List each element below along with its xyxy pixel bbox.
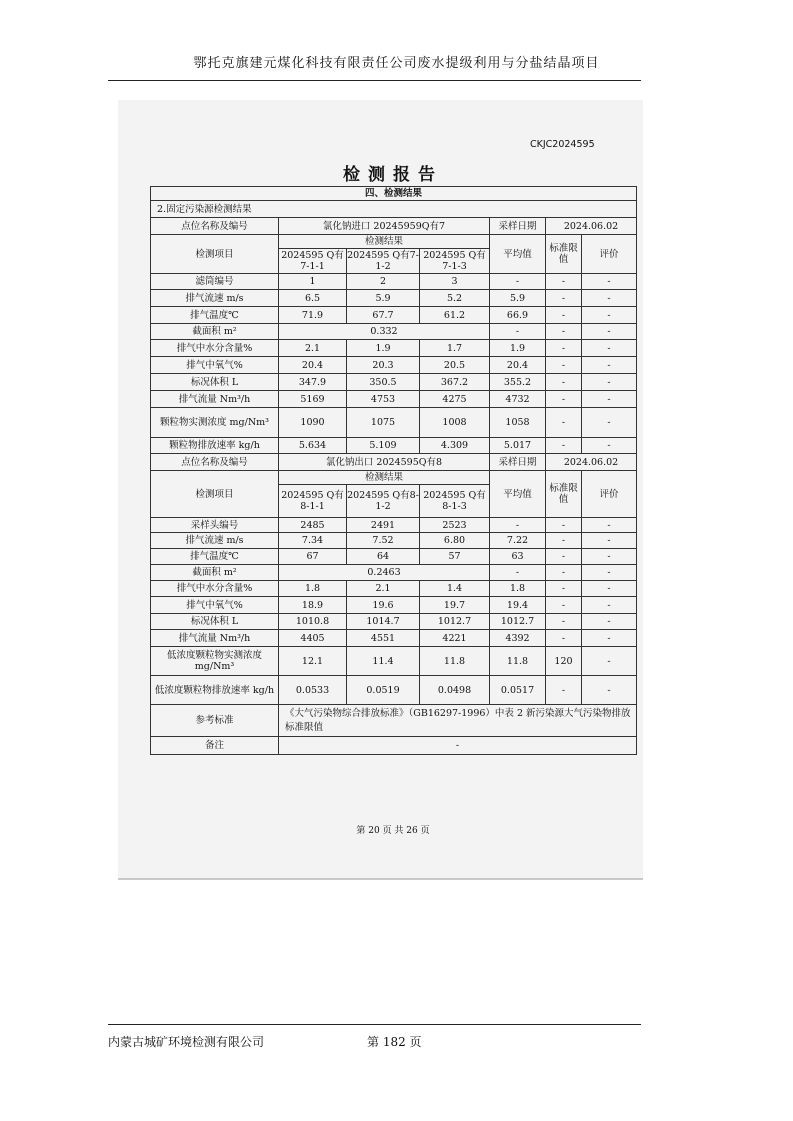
inlet-sample-id: 2024595 Q有7-1-3: [420, 249, 490, 274]
table-row: [151, 630, 637, 647]
row-standard-limit: -: [546, 290, 582, 307]
row-average: 5.017: [490, 438, 546, 454]
outlet-sample-id: 2024595 Q有8-1-1: [279, 485, 347, 518]
row-evaluation: -: [582, 290, 637, 307]
table-row: [151, 340, 637, 357]
row-item-label: 排气流量 Nm³/h: [151, 391, 279, 408]
row-item-label: 排气温度℃: [151, 549, 279, 565]
row-item-label: 采样头编号: [151, 518, 279, 533]
outlet-avg-header: 平均值: [490, 471, 546, 518]
row-value: 20.5: [420, 357, 490, 374]
row-value: 57: [420, 549, 490, 565]
row-merged-value: 0.332: [279, 324, 490, 340]
row-evaluation: -: [582, 565, 637, 581]
row-standard-limit: -: [546, 676, 582, 705]
inlet-header-row: [151, 235, 637, 249]
row-average: 19.4: [490, 597, 546, 614]
row-value: 71.9: [279, 307, 347, 324]
row-value: 5.634: [279, 438, 347, 454]
row-value: 19.6: [347, 597, 420, 614]
report-code: CKJC2024595: [530, 139, 595, 150]
row-standard-limit: -: [546, 518, 582, 533]
row-standard-limit: -: [546, 549, 582, 565]
row-evaluation: -: [582, 408, 637, 438]
row-value: 1.9: [347, 340, 420, 357]
row-value: 67: [279, 549, 347, 565]
row-value: 5.2: [420, 290, 490, 307]
row-evaluation: -: [582, 391, 637, 408]
footer-page-number: 第 182 页: [367, 1035, 422, 1049]
row-evaluation: -: [582, 533, 637, 549]
row-standard-limit: -: [546, 324, 582, 340]
row-average: 355.2: [490, 374, 546, 391]
row-item-label: 颗粒物排放速率 kg/h: [151, 438, 279, 454]
inlet-avg-header: 平均值: [490, 235, 546, 274]
report-page-number: 第 20 页 共 26 页: [356, 826, 430, 836]
row-value: 11.8: [420, 647, 490, 676]
row-item-label: 截面积 m²: [151, 324, 279, 340]
row-standard-limit: -: [546, 597, 582, 614]
row-value: 6.5: [279, 290, 347, 307]
row-value: 2485: [279, 518, 347, 533]
row-value: 20.3: [347, 357, 420, 374]
row-average: 11.8: [490, 647, 546, 676]
row-value: 2: [347, 274, 420, 290]
remarks-label: 备注: [151, 737, 279, 755]
row-evaluation: -: [582, 340, 637, 357]
row-evaluation: -: [582, 549, 637, 565]
row-value: 1014.7: [347, 614, 420, 630]
row-average: -: [490, 324, 546, 340]
row-evaluation: -: [582, 581, 637, 597]
row-item-label: 颗粒物实测浓度 mg/Nm³: [151, 408, 279, 438]
row-value: 0.0533: [279, 676, 347, 705]
table-row: [151, 290, 637, 307]
row-value: 6.80: [420, 533, 490, 549]
row-evaluation: -: [582, 518, 637, 533]
row-value: 1075: [347, 408, 420, 438]
row-standard-limit: -: [546, 391, 582, 408]
row-value: 1.7: [420, 340, 490, 357]
row-standard-limit: -: [546, 374, 582, 391]
inlet-results-header: 检测结果: [279, 235, 490, 249]
table-row: [151, 614, 637, 630]
table-row: [151, 647, 637, 676]
row-standard-limit: -: [546, 581, 582, 597]
inlet-date-label: 采样日期: [490, 218, 546, 235]
table-row: [151, 549, 637, 565]
table-row: [151, 533, 637, 549]
row-merged-value: 0.2463: [279, 565, 490, 581]
report-title: 检测报告: [343, 165, 443, 185]
row-value: 3: [420, 274, 490, 290]
outlet-date-value: 2024.06.02: [546, 454, 637, 471]
table-row: [151, 581, 637, 597]
row-item-label: 标况体积 L: [151, 374, 279, 391]
row-value: 1090: [279, 408, 347, 438]
row-standard-limit: -: [546, 357, 582, 374]
row-value: 5169: [279, 391, 347, 408]
table-row: [151, 518, 637, 533]
section-title: 四、检测结果: [151, 187, 637, 201]
outlet-point-label: 点位名称及编号: [151, 454, 279, 471]
reference-row: [151, 705, 637, 737]
row-value: 4753: [347, 391, 420, 408]
row-value: 5.109: [347, 438, 420, 454]
row-evaluation: -: [582, 324, 637, 340]
row-value: 347.9: [279, 374, 347, 391]
row-value: 0.0498: [420, 676, 490, 705]
row-average: 4392: [490, 630, 546, 647]
row-item-label: 排气中氧气%: [151, 357, 279, 374]
remarks-value: -: [279, 737, 637, 755]
results-table-body: [151, 187, 637, 755]
row-evaluation: -: [582, 647, 637, 676]
remarks-row: [151, 737, 637, 755]
row-evaluation: -: [582, 357, 637, 374]
inlet-limit-header: 标准限值: [546, 235, 582, 274]
row-average: 5.9: [490, 290, 546, 307]
outlet-point-value: 氯化钠出口 2024595Q有8: [279, 454, 490, 471]
inlet-point-row: [151, 218, 637, 235]
row-standard-limit: -: [546, 438, 582, 454]
row-value: 20.4: [279, 357, 347, 374]
row-item-label: 排气中水分含量%: [151, 340, 279, 357]
row-item-label: 标况体积 L: [151, 614, 279, 630]
row-standard-limit: -: [546, 614, 582, 630]
subsection-row: [151, 201, 637, 218]
inlet-point-label: 点位名称及编号: [151, 218, 279, 235]
row-average: 7.22: [490, 533, 546, 549]
row-value: 367.2: [420, 374, 490, 391]
row-evaluation: -: [582, 630, 637, 647]
row-value: 67.7: [347, 307, 420, 324]
row-value: 4405: [279, 630, 347, 647]
table-row: [151, 676, 637, 705]
row-item-label: 排气流量 Nm³/h: [151, 630, 279, 647]
row-item-label: 截面积 m²: [151, 565, 279, 581]
row-standard-limit: -: [546, 274, 582, 290]
inlet-eval-header: 评价: [582, 235, 637, 274]
table-row: [151, 274, 637, 290]
row-standard-limit: -: [546, 630, 582, 647]
table-row: [151, 391, 637, 408]
row-average: 4732: [490, 391, 546, 408]
subsection-title: 2.固定污染源检测结果: [151, 201, 637, 218]
table-row: [151, 324, 637, 340]
row-value: 350.5: [347, 374, 420, 391]
row-evaluation: -: [582, 374, 637, 391]
row-item-label: 排气中水分含量%: [151, 581, 279, 597]
row-value: 2523: [420, 518, 490, 533]
row-average: -: [490, 565, 546, 581]
table-row: [151, 357, 637, 374]
outlet-header-row: [151, 471, 637, 485]
row-value: 4.309: [420, 438, 490, 454]
table-row: [151, 597, 637, 614]
row-value: 18.9: [279, 597, 347, 614]
row-standard-limit: -: [546, 565, 582, 581]
row-value: 5.9: [347, 290, 420, 307]
row-evaluation: -: [582, 438, 637, 454]
document-header-title: 鄂托克旗建元煤化科技有限责任公司废水提级利用与分盐结晶项目: [193, 56, 600, 71]
row-item-label: 滤筒编号: [151, 274, 279, 290]
outlet-limit-header: 标准限值: [546, 471, 582, 518]
footer-divider: [108, 1024, 641, 1025]
inlet-item-header: 检测项目: [151, 235, 279, 274]
inlet-date-value: 2024.06.02: [546, 218, 637, 235]
row-value: 0.0519: [347, 676, 420, 705]
row-value: 61.2: [420, 307, 490, 324]
inlet-point-value: 氯化钠进口 20245959Q有7: [279, 218, 490, 235]
row-item-label: 低浓度颗粒物实测浓度 mg/Nm³: [151, 647, 279, 676]
table-row: [151, 565, 637, 581]
row-standard-limit: 120: [546, 647, 582, 676]
row-value: 64: [347, 549, 420, 565]
row-value: 1012.7: [420, 614, 490, 630]
row-value: 2491: [347, 518, 420, 533]
outlet-item-header: 检测项目: [151, 471, 279, 518]
row-value: 7.34: [279, 533, 347, 549]
table-row: [151, 408, 637, 438]
inlet-sample-id: 2024595 Q有7-1-2: [347, 250, 419, 272]
row-value: 2.1: [347, 581, 420, 597]
outlet-eval-header: 评价: [582, 471, 637, 518]
inlet-sample-id: 2024595 Q有7-1-1: [279, 249, 347, 274]
header-divider: [108, 80, 641, 81]
row-standard-limit: -: [546, 307, 582, 324]
row-item-label: 排气流速 m/s: [151, 533, 279, 549]
row-value: 1.4: [420, 581, 490, 597]
section-title-row: [151, 187, 637, 201]
outlet-point-row: [151, 454, 637, 471]
row-average: 0.0517: [490, 676, 546, 705]
row-evaluation: -: [582, 614, 637, 630]
row-value: 1008: [420, 408, 490, 438]
row-standard-limit: -: [546, 340, 582, 357]
row-average: 1012.7: [490, 614, 546, 630]
row-item-label: 排气温度℃: [151, 307, 279, 324]
outlet-date-label: 采样日期: [490, 454, 546, 471]
row-item-label: 排气流速 m/s: [151, 290, 279, 307]
scan-bottom-edge: [118, 878, 643, 880]
reference-label: 参考标准: [151, 705, 279, 737]
row-value: 1010.8: [279, 614, 347, 630]
results-table: [150, 186, 637, 755]
row-value: 1.8: [279, 581, 347, 597]
row-item-label: 排气中氧气%: [151, 597, 279, 614]
row-value: 1: [279, 274, 347, 290]
table-row: [151, 307, 637, 324]
row-value: 4221: [420, 630, 490, 647]
row-value: 7.52: [347, 533, 420, 549]
row-average: 1.8: [490, 581, 546, 597]
row-value: 19.7: [420, 597, 490, 614]
row-average: 66.9: [490, 307, 546, 324]
table-row: [151, 438, 637, 454]
row-value: 12.1: [279, 647, 347, 676]
row-average: 20.4: [490, 357, 546, 374]
row-value: 4551: [347, 630, 420, 647]
outlet-sample-id: 2024595 Q有8-1-2: [347, 485, 420, 518]
outlet-sample-id: 2024595 Q有8-1-3: [420, 485, 490, 518]
row-average: -: [490, 518, 546, 533]
row-average: 63: [490, 549, 546, 565]
row-evaluation: -: [582, 676, 637, 705]
row-value: 11.4: [347, 647, 420, 676]
reference-value: 《大气污染物综合排放标准》（GB16297-1996）中表 2 新污染源大气污染物排放标准限值: [279, 705, 637, 737]
table-row: [151, 374, 637, 391]
row-evaluation: -: [582, 597, 637, 614]
row-standard-limit: -: [546, 408, 582, 438]
row-average: 1058: [490, 408, 546, 438]
outlet-results-header: 检测结果: [279, 471, 490, 485]
row-evaluation: -: [582, 274, 637, 290]
footer-company: 内蒙古城矿环境检测有限公司: [108, 1035, 265, 1049]
row-value: 4275: [420, 391, 490, 408]
row-average: 1.9: [490, 340, 546, 357]
row-average: -: [490, 274, 546, 290]
row-standard-limit: -: [546, 533, 582, 549]
row-value: 2.1: [279, 340, 347, 357]
row-item-label: 低浓度颗粒物排放速率 kg/h: [151, 676, 279, 705]
row-evaluation: -: [582, 307, 637, 324]
